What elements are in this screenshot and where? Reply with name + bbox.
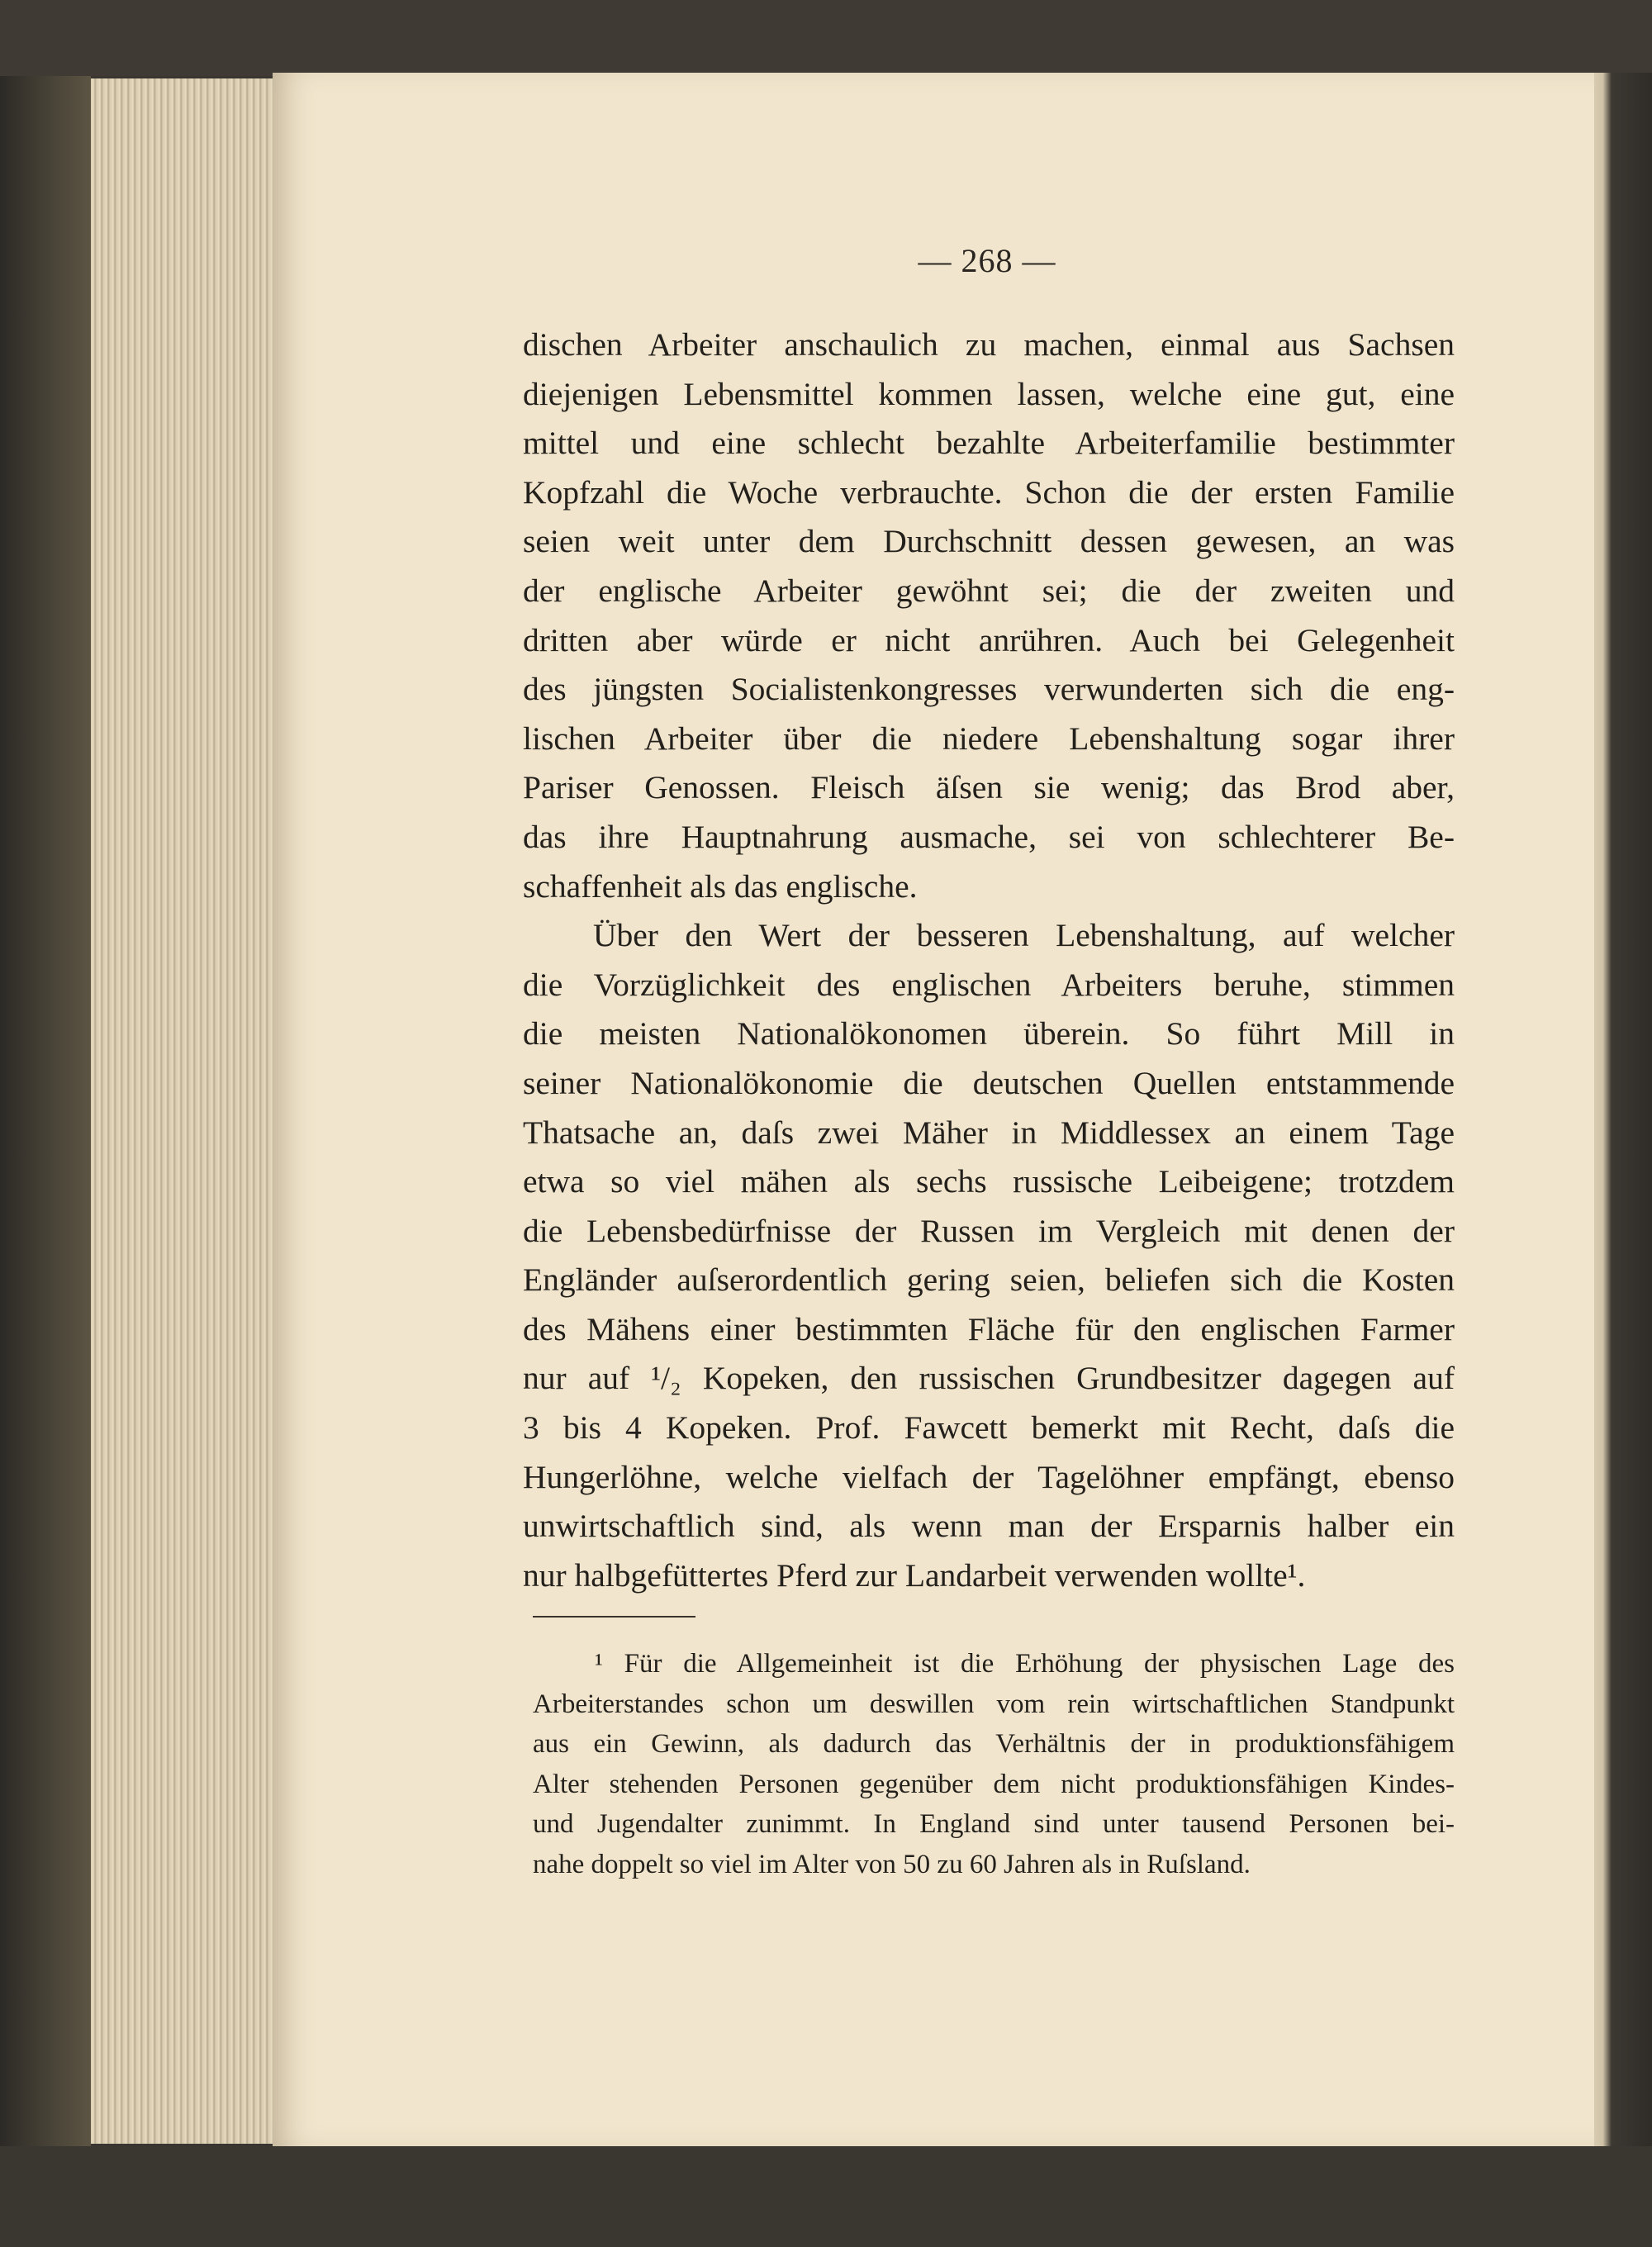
footnote-rule xyxy=(533,1616,695,1618)
text-line: Hungerlöhne, welche vielfach der Tagelöhner empfängt, ebenso xyxy=(523,1458,1455,1495)
text-line: des jüngsten Socialistenkongresses verwunderten sich die eng- xyxy=(523,671,1455,708)
text-line: dischen Arbeiter anschaulich zu machen, einmal aus Sachsen xyxy=(523,326,1455,363)
main-text xyxy=(523,321,1455,1600)
text-line: die meisten Nationalökonomen überein. So führt Mill in xyxy=(523,1015,1455,1052)
text-line: etwa so viel mähen als sechs russische Leibeigene; trotzdem xyxy=(523,1163,1455,1200)
footnote-line: Alter stehenden Personen gegenüber dem nicht produktionsfähigen Kindes- xyxy=(533,1769,1455,1799)
footnote-line: Arbeiterstandes schon um deswillen vom rein wirtschaftlichen Standpunkt xyxy=(533,1689,1455,1719)
text-line: dritten aber würde er nicht anrühren. Auch bei Gelegenheit xyxy=(523,621,1455,658)
text-line: Engländer auſserordentlich gering seien, beliefen sich die Kosten xyxy=(523,1261,1455,1299)
text-line: der englische Arbeiter gewöhnt sei; die der zweiten und xyxy=(523,572,1455,609)
page-edges xyxy=(91,78,293,2144)
text-line: unwirtschaftlich sind, als wenn man der Ersparnis halber ein xyxy=(523,1508,1455,1545)
text-line: die Vorzüglichkeit des englischen Arbeiters beruhe, stimmen xyxy=(523,966,1455,1003)
text-line: schaffenheit als das englische. xyxy=(523,867,918,905)
text-line: nur auf ¹/₂ Kopeken, den russischen Grundbesitzer dagegen auf xyxy=(523,1360,1455,1397)
scan-background-bottom xyxy=(0,2146,1652,2247)
text-line: nur halbgefüttertes Pferd zur Landarbeit verwenden wollte¹. xyxy=(523,1556,1306,1594)
footnote-line: ¹ Für die Allgemeinheit ist die Erhöhung der physischen Lage des xyxy=(595,1649,1455,1679)
text-line: Pariser Genossen. Fleisch äſsen sie wenig; das Brod aber, xyxy=(523,769,1455,806)
text-line: des Mähens einer bestimmten Fläche für den englischen Farmer xyxy=(523,1310,1455,1347)
footnote xyxy=(533,1644,1455,1885)
book-cover xyxy=(0,0,91,2247)
text-line: diejenigen Lebensmittel kommen lassen, welche eine gut, eine xyxy=(523,375,1455,412)
footnote-line: und Jugendalter zunimmt. In England sind unter tausend Personen bei- xyxy=(533,1809,1455,1840)
footnote-line: aus ein Gewinn, als dadurch das Verhältnis der in produktionsfähigem xyxy=(533,1729,1455,1760)
text-line: Thatsache an, daſs zwei Mäher in Middlessex an einem Tage xyxy=(523,1114,1455,1151)
facing-page-edge xyxy=(1594,73,1652,2247)
text-line: 3 bis 4 Kopeken. Prof. Fawcett bemerkt mit Recht, daſs die xyxy=(523,1409,1455,1447)
text-line: Kopfzahl die Woche verbrauchte. Schon die der ersten Familie xyxy=(523,473,1455,511)
text-line: lischen Arbeiter über die niedere Lebenshaltung sogar ihrer xyxy=(523,720,1455,757)
text-line: mittel und eine schlecht bezahlte Arbeiterfamilie bestimmter xyxy=(523,425,1455,462)
footnote-line: nahe doppelt so viel im Alter von 50 zu 60 Jahren als in Ruſsland. xyxy=(533,1849,1251,1879)
text-line: seiner Nationalökonomie die deutschen Quellen entstammende xyxy=(523,1064,1455,1101)
text-line: seien weit unter dem Durchschnitt dessen gewesen, an was xyxy=(523,523,1455,560)
text-line: die Lebensbedürfnisse der Russen im Vergleich mit denen der xyxy=(523,1212,1455,1249)
text-line: das ihre Hauptnahrung ausmache, sei von schlechterer Be- xyxy=(523,818,1455,855)
scan-background-top xyxy=(0,0,1652,76)
text-line: Über den Wert der besseren Lebenshaltung, auf welcher xyxy=(593,917,1455,954)
page-number: — 268 — xyxy=(918,242,1056,279)
